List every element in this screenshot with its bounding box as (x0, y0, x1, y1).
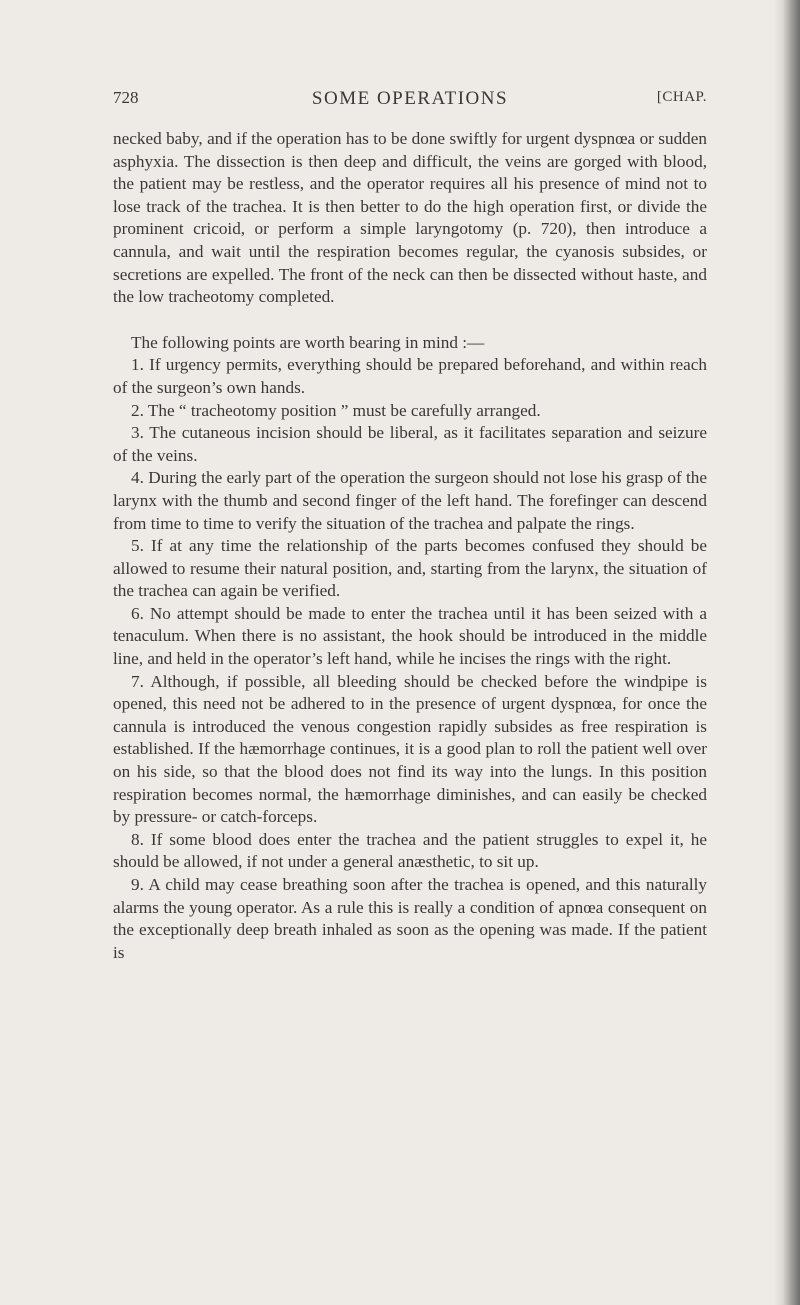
chapter-tag: [CHAP. (656, 89, 707, 105)
point-9: 9. A child may cease breathing soon after the trachea is opened, and this naturally alarms the young operator. As a rule this is really a condition of apnœa consequent on the exceptionally deep breath inhaled as soon as the opening was made. If the patient is (113, 875, 707, 962)
opening-paragraph: necked baby, and if the operation has to be done swiftly for urgent dyspnœa or sudden asphyxia. The dissection is then deep and difficult, the veins are gorged with blood, the patient may be restless, and the operator requires all his presence of mind not to lose track of the trachea. It is then better to do the high operation first, or divide the prominent cricoid, or perform a simple laryngotomy (p. 720), then introduce a cannula, and wait until the respiration becomes regular, the cyanosis subsides, or secretions are expelled. The front of the neck can then be dissected without haste, and the low tracheotomy completed. (113, 129, 707, 307)
running-title: SOME OPERATIONS (311, 88, 509, 109)
body-text (113, 128, 707, 964)
page-edge-shadow (774, 0, 800, 1305)
points-intro: The following points are worth bearing in mind :— (131, 332, 485, 352)
point-5: 5. If at any time the relationship of the parts becomes confused they should be allowed to resume their natural position, and, starting from the larynx, the situation of the trachea can again be verified. (113, 536, 707, 601)
point-1: 1. If urgency permits, everything should be prepared beforehand, and within reach of the surgeon’s own hands. (113, 355, 707, 397)
point-7: 7. Although, if possible, all bleeding should be checked before the windpipe is opened, this need not be adhered to in the presence of urgent dyspnœa, for once the cannula is introduced the venous congestion rapidly subsides as free respiration is established. If the hæmorrhage continues, it is a good plan to roll the patient well over on his side, so that the blood does not find its way into the lungs. In this position respiration becomes normal, the hæmorrhage diminishes, and can easily be checked by pressure- or catch-forceps. (113, 671, 707, 827)
page-header (113, 88, 707, 116)
page-number: 728 (113, 88, 139, 107)
point-3: 3. The cutaneous incision should be liberal, as it facilitates separation and seizure of the veins. (113, 423, 707, 465)
point-8: 8. If some blood does enter the trachea and the patient struggles to expel it, he should be allowed, if not under a general anæsthetic, to sit up. (113, 829, 707, 872)
point-6: 6. No attempt should be made to enter the trachea until it has been seized with a tenaculum. When there is no assistant, the hook should be introduced in the middle line, and held in the operator’s left hand, while he incises the rings with the right. (113, 603, 707, 669)
point-4: 4. During the early part of the operation the surgeon should not lose his grasp of the larynx with the thumb and second finger of the left hand. The forefinger can descend from time to time to verify the situation of the trachea and palpate the rings. (113, 468, 707, 533)
point-2: 2. The “ tracheotomy position ” must be carefully arranged. (131, 400, 541, 420)
